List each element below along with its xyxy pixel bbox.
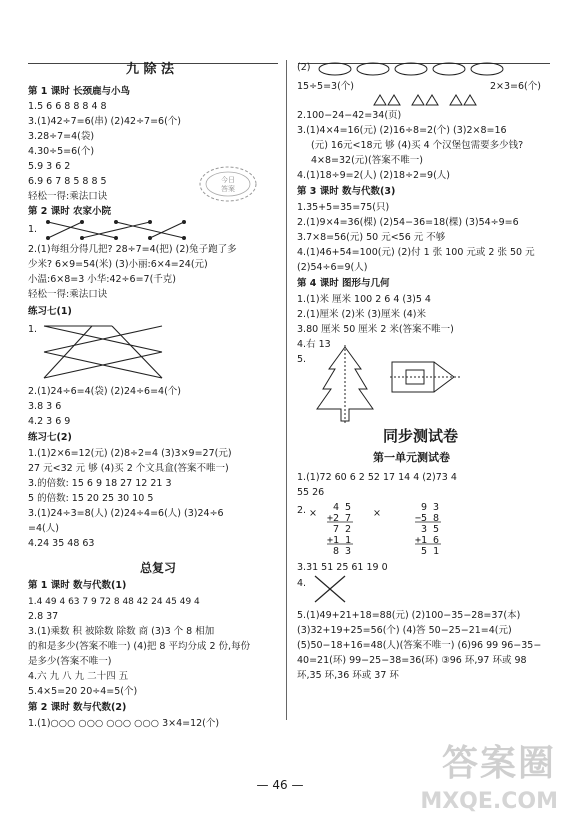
answer-line: 1.35+5=35=75(只) <box>297 202 390 213</box>
answer-line: 3.(1)乘数 积 被除数 除数 商 (3)3 个 8 相加 <box>28 626 215 637</box>
review-lesson-2-title: 第 2 课时 数与代数(2) <box>28 702 127 713</box>
cross-mark: × <box>309 508 317 519</box>
answer-line: 40=21(环) 99−25−38=36(环) ③96 环,97 环或 98 <box>297 655 527 666</box>
calc-rules <box>327 512 457 562</box>
answer-line: 的和是多少(答案不唯一) (4)把 8 平均分成 2 份,每份 <box>28 641 251 652</box>
answer-line: 1.(1)2×6=12(元) (2)8÷2=4 (3)3×9=27(元) <box>28 448 232 459</box>
answer-line: 2.(1)24÷6=4(袋) (2)24÷6=4(个) <box>28 386 182 397</box>
answer-line: 4.(1)46+54=100(元) (2)付 1 张 100 元或 2 张 50 元 <box>297 247 535 258</box>
line-matching-diagram <box>42 322 182 382</box>
review-lesson-1-title: 第 1 课时 数与代数(1) <box>28 580 127 591</box>
answer-line: 15÷5=3(个) <box>297 81 355 92</box>
triangles-diagram <box>370 93 480 107</box>
answer-line: 少米? 6×9=54(米) (3)小丽:6×4=24(元) <box>28 259 208 270</box>
answer-line: 3.的倍数: 15 6 9 18 27 12 21 3 <box>28 478 172 489</box>
answer-line: 4.2 3 6 9 <box>28 416 71 427</box>
vertical-calc-2: 9 3 −5 8 3 5 +1 6 5 1 <box>415 502 440 557</box>
answer-line: (2)54÷6=9(人) <box>297 262 368 273</box>
exercise-7-2-title: 练习七(2) <box>28 432 72 443</box>
answer-line: 小温:6×8=3 小华:42÷6=7(千克) <box>28 274 176 285</box>
page-number: — 46 — <box>256 778 304 792</box>
watermark-url: MXQE.COM <box>420 789 558 814</box>
matching-dots-diagram <box>42 218 192 242</box>
column-divider <box>286 60 287 720</box>
answer-line: 4.(1)18÷9=2(人) (2)18÷2=9(人) <box>297 170 451 181</box>
answer-line: 3.7×8=56(元) 50 元<56 元 不够 <box>297 232 446 243</box>
ovals-diagram <box>317 62 507 76</box>
answer-line: 1.(1)72 60 6 2 52 17 14 4 (2)73 4 <box>297 472 457 483</box>
lesson-4-title: 第 4 课时 图形与几何 <box>297 278 390 289</box>
answer-line: 5. <box>297 354 307 365</box>
answer-line: 2.(1)厘米 (2)米 (3)厘米 (4)米 <box>297 309 426 320</box>
answer-line: 1. <box>28 224 38 235</box>
answer-line: 2.8 37 <box>28 611 59 622</box>
arrow-house-figure <box>390 354 460 404</box>
answer-line: 3.(1)42÷7=6(串) (2)42÷7=6(个) <box>28 116 182 127</box>
answer-line: 5.4×5=20 20÷4=5(个) <box>28 686 138 697</box>
answer-line: 4.右 13 <box>297 339 331 350</box>
answer-line: 3.(1)24÷3=8(人) (2)24÷4=6(人) (3)24÷6 <box>28 508 224 519</box>
review-heading: 总复习 <box>140 561 177 575</box>
answer-line: 1.5 6 6 8 8 8 4 8 <box>28 101 107 112</box>
answer-line: 2×3=6(个) <box>490 81 541 92</box>
answer-line: 5.(1)49+21+18=88(元) (2)100−35−28=37(本) <box>297 610 521 621</box>
answer-line: 是多少(答案不唯一) <box>28 656 112 667</box>
answer-line: (元) 16元<18元 够 (4)买 4 个汉堡包需要多少钱? <box>311 140 524 151</box>
answer-line: 5.9 3 6 2 <box>28 161 71 172</box>
lesson-2-title: 第 2 课时 农家小院 <box>28 206 112 217</box>
exercise-7-1-title: 练习七(1) <box>28 306 72 317</box>
svg-text:答案: 答案 <box>221 185 235 193</box>
answer-line: (3)32+19+25=56(个) (4)答 50−25−21=4(元) <box>297 625 512 636</box>
answer-line: 2.(1)9×4=36(棵) (2)54−36=18(棵) (3)54÷9=6 <box>297 217 519 228</box>
answer-line: 6.9 6 7 8 5 8 8 5 <box>28 176 107 187</box>
unit-1-test-title: 第一单元测试卷 <box>373 451 450 464</box>
answer-line: 2.(1)每组分得几把? 28÷7=4(把) (2)兔子跑了多 <box>28 244 237 255</box>
answer-line: 3.31 51 25 61 19 0 <box>297 562 388 573</box>
answer-line: 1. <box>28 324 38 335</box>
answer-line: 4×8=32(元)(答案不唯一) <box>311 155 423 166</box>
answer-line: 环,35 环,36 环或 37 环 <box>297 670 399 681</box>
answer-line: 3.80 厘米 50 厘米 2 米(答案不唯一) <box>297 324 454 335</box>
answer-line: 5 的倍数: 15 20 25 30 10 5 <box>28 493 154 504</box>
sync-test-heading: 同步测试卷 <box>383 427 459 445</box>
answer-line: 3.28÷7=4(袋) <box>28 131 95 142</box>
answer-line: 4.六 九 八 九 二十四 五 <box>28 671 129 682</box>
answer-line: 1.4 49 4 63 7 9 72 8 48 42 24 45 49 4 <box>28 597 200 607</box>
answer-line: 2.100−24−42=34(页) <box>297 110 402 121</box>
cross-lines-figure <box>311 574 351 604</box>
watermark-logo: 答案圈 <box>441 743 556 784</box>
answer-line: 4.30÷5=6(个) <box>28 146 95 157</box>
cross-mark: × <box>373 508 381 519</box>
svg-text:今日: 今日 <box>221 176 235 184</box>
answer-line: 4.24 35 48 63 <box>28 538 95 549</box>
answer-line: (2) <box>297 62 311 73</box>
answer-line: 轻松一得:乘法口诀 <box>28 289 108 300</box>
lesson-1-title: 第 1 课时 长颈鹿与小鸟 <box>28 86 131 97</box>
answer-line: 55 26 <box>297 487 325 498</box>
answer-line: (5)50−18+16=48(人)(答案不唯一) (6)96 99 96−35− <box>297 640 542 651</box>
answer-line: =4(人) <box>28 523 59 534</box>
tree-symmetry-figure <box>315 345 375 425</box>
answer-line: 轻松一得:乘法口诀 <box>28 191 108 202</box>
answer-line: 2. <box>297 505 307 516</box>
vertical-calc-1: 4 5 +2 7 7 2 +1 1 8 3 <box>327 502 352 557</box>
lesson-3-title: 第 3 课时 数与代数(3) <box>297 186 396 197</box>
answer-line: 1.(1)米 厘米 100 2 6 4 (3)5 4 <box>297 294 431 305</box>
chapter-heading: 九 除 法 <box>126 62 175 77</box>
stamp-icon <box>198 164 258 204</box>
answer-line: 3.(1)4×4=16(元) (2)16÷8=2(个) (3)2×8=16 <box>297 125 507 136</box>
answer-line: 1.(1)○○○ ○○○ ○○○ ○○○ 3×4=12(个) <box>28 718 220 729</box>
answer-line: 27 元<32 元 够 (4)买 2 个文具盒(答案不唯一) <box>28 463 229 474</box>
answer-line: 4. <box>297 578 307 589</box>
answer-line: 3.8 3 6 <box>28 401 62 412</box>
